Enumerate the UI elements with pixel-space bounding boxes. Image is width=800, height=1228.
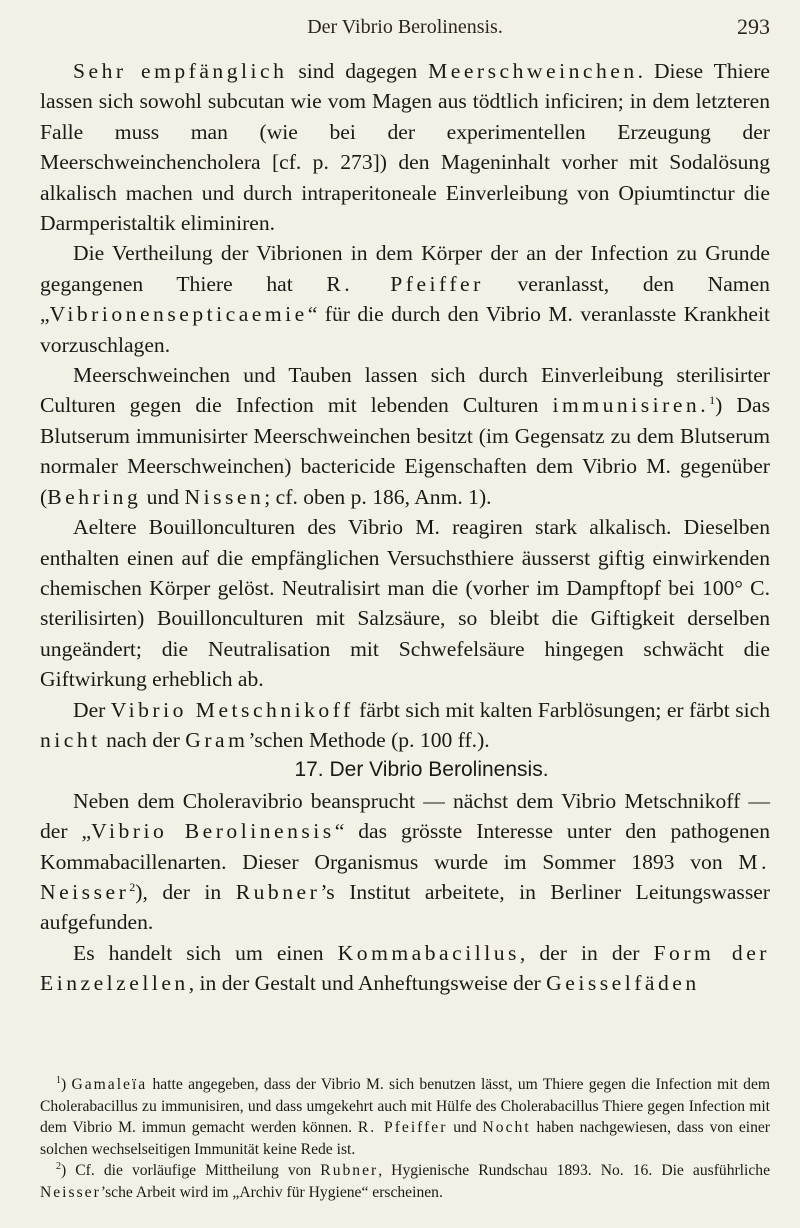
emphasis-text: Vibrio Metschnikoff bbox=[110, 697, 354, 722]
author-name: Nissen bbox=[184, 484, 265, 509]
paragraph-3 bbox=[40, 360, 770, 512]
text-run: nach der bbox=[100, 727, 186, 752]
text-run: ’schen Methode (p. 100 ff.). bbox=[248, 727, 490, 752]
text-run: . Diese Thiere lassen sich sowohl subcutan wie vom Magen aus tödtlich inficiren; in dem letzteren Falle muss man (wie bei der experimentellen Erzeugung der Meerschweinchencholera [cf. p. 273]) den Mageninhalt vorher mit Sodalösung alkalisch machen und durch intraperitoneale Einverleibung von Opiumtinctur die Darmperistaltik eliminiren. bbox=[40, 59, 770, 236]
text-run: Neben dem Choleravibrio beansprucht — nächst dem Vibrio Metschnikoff — der „ bbox=[40, 788, 770, 844]
main-text bbox=[40, 56, 770, 999]
page-number: 293 bbox=[737, 14, 770, 39]
author-name: R. Pfeiffer bbox=[357, 1119, 448, 1137]
text-run: haben nachgewiesen, dass von einer solchen wechselseitigen Immunität keine Rede ist. bbox=[40, 1119, 771, 1158]
paragraph-4: Aeltere Bouillonculturen des Vibrio M. reagiren stark alkalisch. Dieselben enthalten einen auf die empfänglichen Versuchsthiere äusserst giftig einwirkenden chemischen Körper gelöst. Neutralisirt man die (vorher im Dampftopf bei 100° C. sterilisirten) Bouillonculturen mit Salzsäure, so bleibt die Giftigkeit derselben ungeändert; die Neutralisation mit Schwefelsäure hingegen schwächt die Giftwirkung erheblich ab. bbox=[40, 515, 770, 692]
text-run: ’sche Arbeit wird im „Archiv für Hygiene“ erscheinen. bbox=[100, 1183, 443, 1201]
text-run: Meerschweinchen und Tauben lassen sich durch Einverleibung sterilisirter Culturen gegen die Infection mit lebenden Culturen bbox=[40, 363, 770, 418]
emphasis-text: nicht bbox=[40, 727, 101, 752]
text-run: , Hygienische Rundschau 1893. No. 16. Die ausführliche bbox=[378, 1162, 770, 1180]
text-run: und bbox=[447, 1119, 483, 1137]
footnote-mark: 1 bbox=[56, 1075, 61, 1086]
text-run: “ das grösste Interesse unter den pathogenen Kommabacillenarten. Dieser Organismus wurde im Sommer 1893 von bbox=[40, 819, 770, 874]
footnote-ref-2[interactable]: 2 bbox=[129, 879, 136, 894]
footnote-ref-1[interactable]: 1 bbox=[709, 393, 716, 408]
page-header bbox=[40, 14, 770, 44]
text-run: färbt sich mit kalten Farblösungen; er färbt sich bbox=[353, 697, 770, 722]
footnote-mark: 2 bbox=[56, 1161, 61, 1173]
section-heading: 17. Der Vibrio Berolinensis. bbox=[294, 758, 549, 782]
paragraph-5 bbox=[40, 695, 770, 756]
paragraph-2 bbox=[40, 238, 770, 360]
text-run: ), der in bbox=[135, 879, 236, 904]
text-run: “ für die durch den Vibrio M. veranlasste Krankheit vorzuschlagen. bbox=[40, 302, 770, 357]
text-run: , in der Gestalt und Anheftungsweise der bbox=[188, 971, 547, 996]
emphasis-text: Meerschweinchen bbox=[428, 59, 638, 83]
emphasis-text: Geisselfäden bbox=[546, 971, 700, 996]
paragraph-6 bbox=[40, 786, 770, 938]
emphasis-text: Vibrionensepticaemie bbox=[49, 302, 308, 327]
text-run: hatte angegeben, dass der Vibrio M. sich benutzen lässt, um Thiere gegen die Infection mit dem Cholerabacillus zu immunisiren, und dass umgekehrt auch mit Hülfe des Cholerabacillus Thiere gegen Infection mit dem Vibrio M. immun gemacht werden können. bbox=[40, 1076, 770, 1137]
paragraph-7 bbox=[40, 938, 770, 999]
author-name: Gram bbox=[185, 727, 249, 752]
paragraph-1 bbox=[40, 56, 770, 238]
running-title: Der Vibrio Berolinensis. bbox=[307, 16, 503, 38]
emphasis-text: Form der Einzelzellen bbox=[40, 940, 770, 996]
text-run: und bbox=[141, 484, 185, 509]
text-run: ) bbox=[61, 1076, 72, 1093]
emphasis-text: Kommabacillus bbox=[337, 940, 520, 965]
author-name: Rubner bbox=[235, 879, 321, 904]
author-name: Nocht bbox=[482, 1119, 531, 1137]
author-name: Behring bbox=[47, 484, 142, 509]
text-run: veranlasst, den Namen „ bbox=[40, 271, 770, 327]
emphasis-text: Vibrio Berolinensis bbox=[91, 819, 335, 844]
emphasis-text: Sehr empfänglich bbox=[73, 59, 288, 83]
author-name: Rubner bbox=[320, 1162, 379, 1180]
text-run: Es handelt sich um einen bbox=[73, 940, 338, 965]
footnotes bbox=[40, 1074, 770, 1204]
footnote-1 bbox=[40, 1074, 770, 1160]
author-name: Gamaleïa bbox=[71, 1076, 148, 1093]
text-run: sind dagegen bbox=[287, 59, 429, 83]
author-name: Neisser bbox=[40, 1183, 101, 1201]
footnote-2 bbox=[40, 1160, 770, 1203]
text-run: Der bbox=[73, 697, 111, 722]
text-run: ’s Institut arbeitete, in Berliner Leitungswasser aufgefunden. bbox=[40, 879, 770, 935]
text-run: Die Vertheilung der Vibrionen in dem Körper der an der Infection zu Grunde gegangenen Thiere hat bbox=[40, 241, 770, 296]
text-run: , der in der bbox=[519, 940, 654, 965]
text-run: ) Cf. die vorläufige Mittheilung von bbox=[61, 1162, 321, 1180]
emphasis-text: immunisiren. bbox=[552, 393, 710, 418]
text-run: ; cf. oben p. 186, Anm. 1). bbox=[264, 484, 492, 509]
text-run: ) Das Blutserum immunisirter Meerschweinchen besitzt (im Gegensatz zu dem Blutserum normaler Meerschweinchen) bactericide Eigenschaften dem Vibrio M. gegenüber ( bbox=[40, 393, 770, 509]
author-name: M. Neisser bbox=[40, 849, 770, 904]
author-name: R. Pfeiffer bbox=[326, 271, 484, 296]
